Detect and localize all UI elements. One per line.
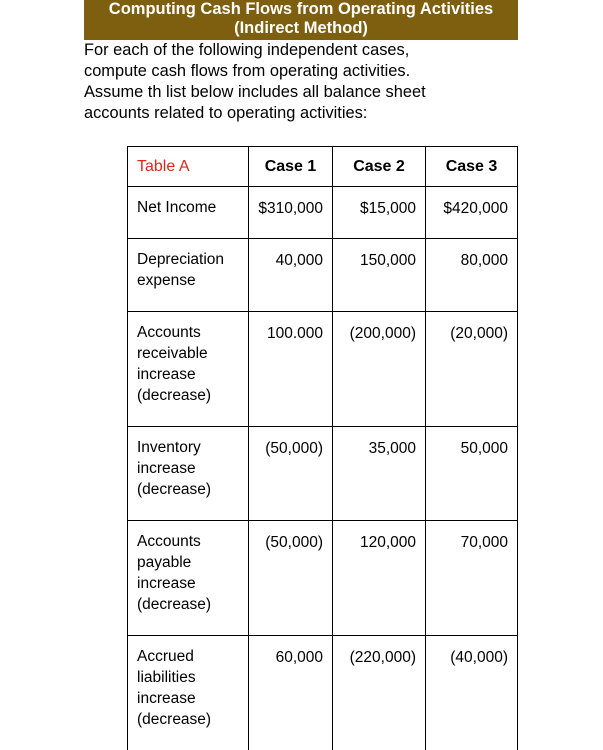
table-row xyxy=(128,521,518,636)
value-cell: $15,000 xyxy=(333,187,426,239)
row-label-accounts-payable: Accounts payable increase (decrease) xyxy=(128,521,249,636)
header-case-1: Case 1 xyxy=(249,147,333,187)
table-header-row xyxy=(128,147,518,187)
value-cell: (40,000) xyxy=(426,636,518,750)
value-cell: 70,000 xyxy=(426,521,518,636)
table-row xyxy=(128,636,518,750)
value-cell: 50,000 xyxy=(426,427,518,521)
instructions-line-1: For each of the following independent cases, xyxy=(84,40,524,61)
value-cell: 60,000 xyxy=(249,636,333,750)
header-case-2: Case 2 xyxy=(333,147,426,187)
instructions-line-4: accounts related to operating activities: xyxy=(84,103,524,124)
row-label-depreciation: Depreciation expense xyxy=(128,239,249,312)
row-label-net-income: Net Income xyxy=(128,187,249,239)
value-cell: (20,000) xyxy=(426,312,518,427)
instructions-line-3: Assume th list below includes all balance sheet xyxy=(84,82,524,103)
cases-table xyxy=(127,146,518,750)
value-cell: 35,000 xyxy=(333,427,426,521)
title-line-1: Computing Cash Flows from Operating Activities xyxy=(84,0,518,19)
value-cell: 80,000 xyxy=(426,239,518,312)
value-cell: 40,000 xyxy=(249,239,333,312)
table-row xyxy=(128,312,518,427)
value-cell: $420,000 xyxy=(426,187,518,239)
value-cell: 150,000 xyxy=(333,239,426,312)
table-row xyxy=(128,427,518,521)
table-row xyxy=(128,187,518,239)
row-label-accrued-liabilities: Accrued liabilities increase (decrease) xyxy=(128,636,249,750)
table-row xyxy=(128,239,518,312)
value-cell: (50,000) xyxy=(249,521,333,636)
value-cell: (50,000) xyxy=(249,427,333,521)
header-case-3: Case 3 xyxy=(426,147,518,187)
row-label-accounts-receivable: Accounts receivable increase (decrease) xyxy=(128,312,249,427)
row-label-inventory: Inventory increase (decrease) xyxy=(128,427,249,521)
value-cell: 100.000 xyxy=(249,312,333,427)
instructions-line-2: compute cash flows from operating activities. xyxy=(84,61,524,82)
value-cell: (220,000) xyxy=(333,636,426,750)
instructions xyxy=(84,40,524,124)
table-title: Table A xyxy=(128,147,249,187)
value-cell: (200,000) xyxy=(333,312,426,427)
value-cell: $310,000 xyxy=(249,187,333,239)
title-line-2: (Indirect Method) xyxy=(84,19,518,38)
title-banner xyxy=(84,0,518,40)
value-cell: 120,000 xyxy=(333,521,426,636)
